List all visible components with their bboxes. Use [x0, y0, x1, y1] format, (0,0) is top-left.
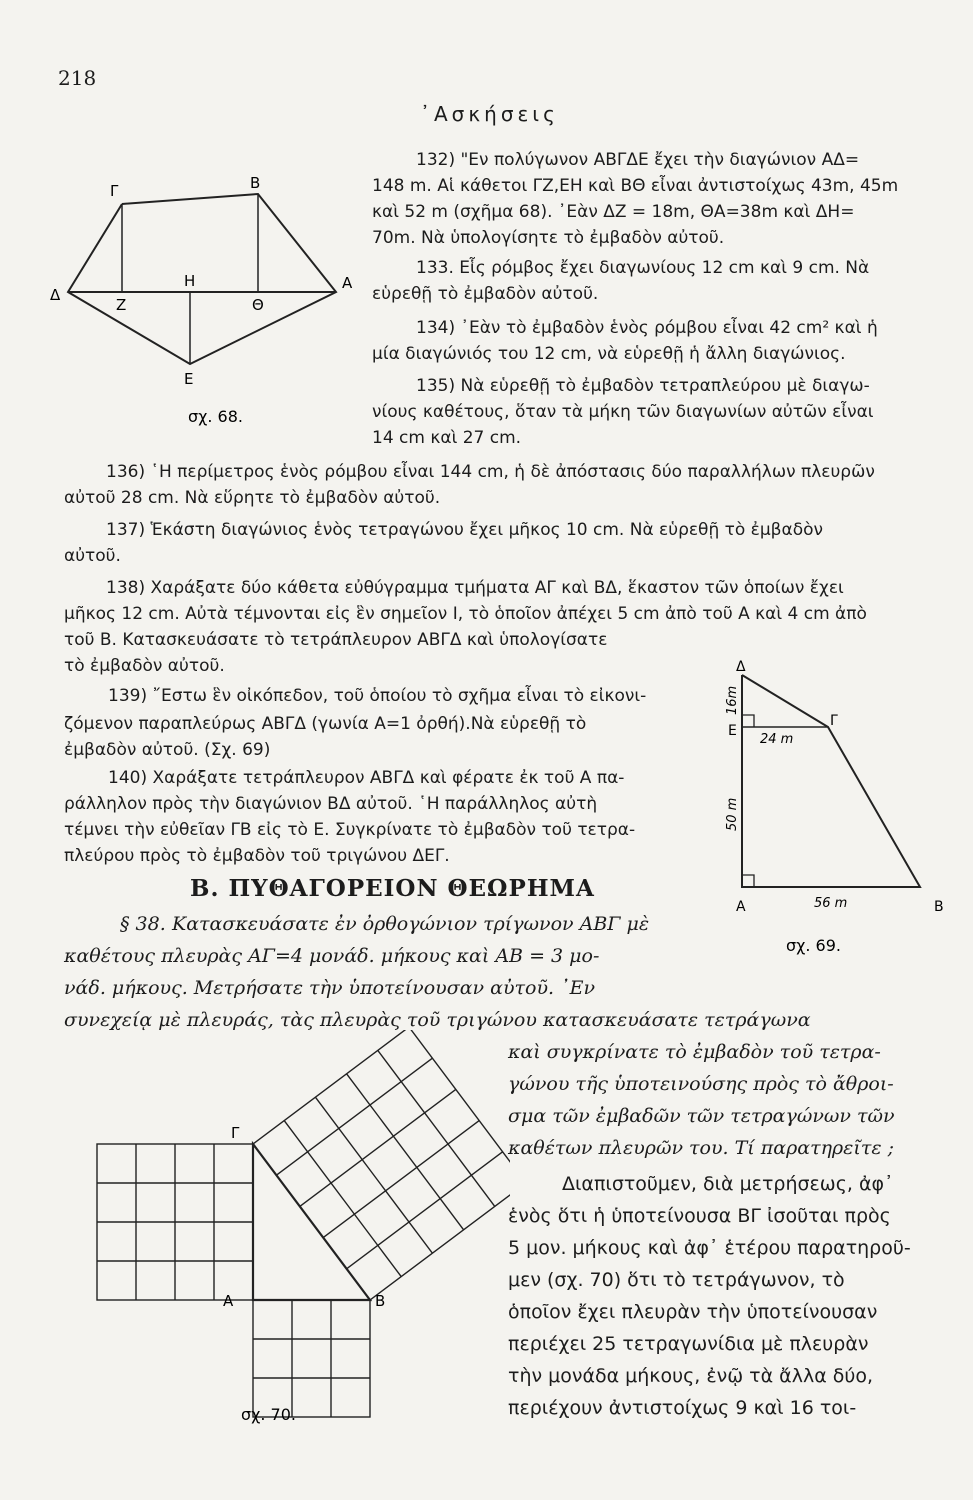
page-number: 218 [58, 66, 97, 90]
fig70-caption: σχ. 70. [241, 1405, 296, 1424]
fig69-dim-base: 56 m [814, 896, 848, 911]
fig70-square-AB [253, 1300, 370, 1417]
section-b-heading: Β. ΠΥΘΑΓΟΡΕΙΟΝ ΘΕΩΡΗΜΑ [190, 875, 595, 902]
fig68-label-G: Γ [110, 182, 119, 200]
fig68-label-D: Δ [50, 286, 61, 304]
ex135-line2: νίους καθέτους, ὅταν τὰ μήκη τῶν διαγωνίων αὐτῶν εἶναι [372, 402, 874, 422]
ex134-line1: 134) ᾿Εὰν τὸ ἐμβαδὸν ἑνὸς ρόμβου εἶναι 42 cm² καὶ ἡ [416, 318, 878, 338]
fig69-label-G: Γ [830, 713, 838, 729]
figure-69 [718, 655, 958, 965]
fig69-caption: σχ. 69. [786, 936, 841, 955]
fig68-pentagon [68, 194, 336, 364]
fig68-caption: σχ. 68. [188, 407, 243, 426]
ex138-line2: μῆκος 12 cm. Αὐτὰ τέμνονται εἰς ἓν σημεῖον Ι, τὸ ὁποῖον ἀπέχει 5 cm ἀπὸ τοῦ Α καὶ 4 cm ἀπὸ [64, 604, 867, 624]
fig68-label-E: Ε [184, 370, 194, 388]
fig68-label-H: Η [184, 272, 196, 290]
p38-line7: σμα τῶν ἐμβαδῶν τῶν τετραγώνων τῶν [508, 1105, 895, 1127]
p38-line4: συνεχείᾳ μὲ πλευράς, τὰς πλευρὰς τοῦ τριγώνου κατασκευάσατε τετράγωνα [64, 1009, 811, 1031]
ex139-line1: 139) ῎Εστω ἓν οἰκόπεδον, τοῦ ὁποίου τὸ σχῆμα εἶναι τὸ εἰκονι- [108, 686, 647, 706]
p38-line3: νάδ. μήκους. Μετρήσατε τὴν ὑποτείνουσαν αὐτοῦ. ᾿Εν [64, 977, 595, 999]
ex135-line3: 14 cm καὶ 27 cm. [372, 428, 522, 448]
exercises-heading: ᾿Ασκήσεις [420, 102, 559, 126]
ex134-line2: μία διαγώνιός του 12 cm, νὰ εὑρεθῇ ἡ ἄλλη διαγώνιος. [372, 344, 846, 364]
fig69-right-angle-A [742, 875, 754, 887]
answer-line1: Διαπιστοῦμεν, διὰ μετρήσεως, ἀφ᾿ [562, 1173, 894, 1195]
ex138-line1: 138) Χαράξατε δύο κάθετα εὐθύγραμμα τμήματα ΑΓ καὶ ΒΔ, ἕκαστον τῶν ὁποίων ἔχει [106, 578, 844, 598]
ex139-line2: ζόμενον παραπλεύρως ΑΒΓΔ (γωνία Α=1 ὀρθή).Νὰ εὑρεθῇ τὸ [64, 714, 587, 734]
figure-68 [40, 160, 370, 430]
fig69-label-E: Ε [728, 723, 737, 739]
p38-line5: καὶ συγκρίνατε τὸ ἐμβαδὸν τοῦ τετρα- [508, 1041, 881, 1063]
ex136-line2: αὐτοῦ 28 cm. Νὰ εὕρητε τὸ ἐμβαδὸν αὐτοῦ. [64, 488, 441, 508]
fig68-label-Th: Θ [252, 296, 264, 314]
p38-line1: Κατασκευάσατε ἐν ὀρθογώνιον τρίγωνον ΑΒΓ μὲ [172, 913, 650, 935]
answer-line4: μεν (σχ. 70) ὅτι τὸ τετράγωνον, τὸ [508, 1269, 845, 1291]
ex140-line2: ράλληλον πρὸς τὴν διαγώνιον ΒΔ αὐτοῦ. ῾Η παράλληλος αὐτὴ [64, 794, 598, 814]
fig70-label-B: Β [375, 1292, 386, 1310]
ex140-line3: τέμνει τὴν εὐθεῖαν ΓΒ εἰς τὸ Ε. Συγκρίνατε τὸ ἐμβαδὸν τοῦ τετρα- [64, 820, 636, 840]
ex140-line1: 140) Χαράξατε τετράπλευρον ΑΒΓΔ καὶ φέρατε ἐκ τοῦ Α πα- [108, 768, 625, 788]
fig69-right-angle-E [742, 715, 754, 727]
fig69-dim-side: 50 m [725, 797, 740, 831]
p38-line8: καθέτων πλευρῶν του. Τί παρατηρεῖτε ; [508, 1137, 894, 1159]
ex140-line4: πλεύρου πρὸς τὸ ἐμβαδὸν τοῦ τριγώνου ΔΕΓ. [64, 846, 450, 866]
fig69-dim-middle: 24 m [760, 732, 794, 747]
fig68-label-B: Β [250, 174, 261, 192]
fig69-label-A: Α [736, 899, 746, 915]
p38-line6: γώνου τῆς ὑποτεινούσης πρὸς τὸ ἄθροι- [508, 1073, 894, 1095]
fig69-label-B: Β [934, 899, 944, 915]
ex136-line1: 136) ῾Η περίμετρος ἑνὸς ρόμβου εἶναι 144 cm, ἡ δὲ ἀπόστασις δύο παραλλήλων πλευρῶν [106, 462, 875, 482]
ex132-line4: 70m. Νὰ ὑπολογίσητε τὸ ἐμβαδὸν αὐτοῦ. [372, 228, 725, 248]
ex138-line3: τοῦ Β. Κατασκευάσατε τὸ τετράπλευρον ΑΒΓΔ καὶ ὑπολογίσατε [64, 630, 608, 650]
answer-line6: περιέχει 25 τετραγωνίδια μὲ πλευρὰν [508, 1333, 869, 1355]
p38-number: § 38. [120, 913, 166, 935]
fig70-square-AG [97, 1144, 253, 1300]
ex132-line3: καὶ 52 m (σχῆμα 68). ᾿Εὰν ΔΖ = 18m, ΘΑ=38m καὶ ΔΗ= [372, 202, 855, 222]
ex137-line1: 137) Ἑκάστη διαγώνιος ἑνὸς τετραγώνου ἔχει μῆκος 10 cm. Νὰ εὑρεθῇ τὸ ἐμβαδὸν [106, 520, 824, 540]
answer-line8: περιέχουν ἀντιστοίχως 9 καὶ 16 τοι- [508, 1397, 857, 1419]
ex135-line1: 135) Νὰ εὑρεθῇ τὸ ἐμβαδὸν τετραπλεύρου μὲ διαγω- [416, 376, 870, 396]
ex138-line4: τὸ ἐμβαδὸν αὐτοῦ. [64, 656, 225, 676]
p38-line2: καθέτους πλευρὰς ΑΓ=4 μονάδ. μήκους καὶ ΑΒ = 3 μο- [64, 945, 600, 967]
fig70-square-GB [253, 1030, 510, 1300]
ex132-line1: 132) "Εν πολύγωνον ΑΒΓΔΕ ἔχει τὴν διαγώνιον ΑΔ= [416, 150, 860, 170]
ex133-line2: εὑρεθῇ τὸ ἐμβαδὸν αὐτοῦ. [372, 284, 599, 304]
fig69-label-D: Δ [736, 659, 746, 675]
fig69-trapezoid [742, 675, 920, 887]
ex132-line2: 148 m. Αἱ κάθετοι ΓΖ,ΕΗ καὶ ΒΘ εἶναι ἀντιστοίχως 43m, 45m [372, 176, 899, 196]
fig69-dim-top: 16m [725, 685, 740, 715]
answer-line3: 5 μον. μήκους καὶ ἀφ᾿ ἑτέρου παρατηροῦ- [508, 1237, 911, 1259]
fig70-label-G: Γ [231, 1124, 240, 1142]
fig68-label-Z: Ζ [116, 296, 127, 314]
fig70-label-A: Α [223, 1292, 234, 1310]
ex133-line1: 133. Εἷς ρόμβος ἔχει διαγωνίους 12 cm καὶ 9 cm. Νὰ [416, 258, 870, 278]
ex139-line3: ἐμβαδὸν αὐτοῦ. (Σχ. 69) [64, 740, 271, 760]
answer-line2: ἑνὸς ὅτι ἡ ὑποτείνουσα ΒΓ ἰσοῦται πρὸς [508, 1205, 891, 1227]
fig68-label-A: Α [342, 274, 353, 292]
figure-70 [85, 1030, 510, 1430]
answer-line5: ὁποῖον ἔχει πλευρὰν τὴν ὑποτείνουσαν [508, 1301, 878, 1323]
ex137-line2: αὐτοῦ. [64, 546, 121, 566]
answer-line7: τὴν μονάδα μήκους, ἐνῷ τὰ ἄλλα δύο, [508, 1365, 874, 1387]
